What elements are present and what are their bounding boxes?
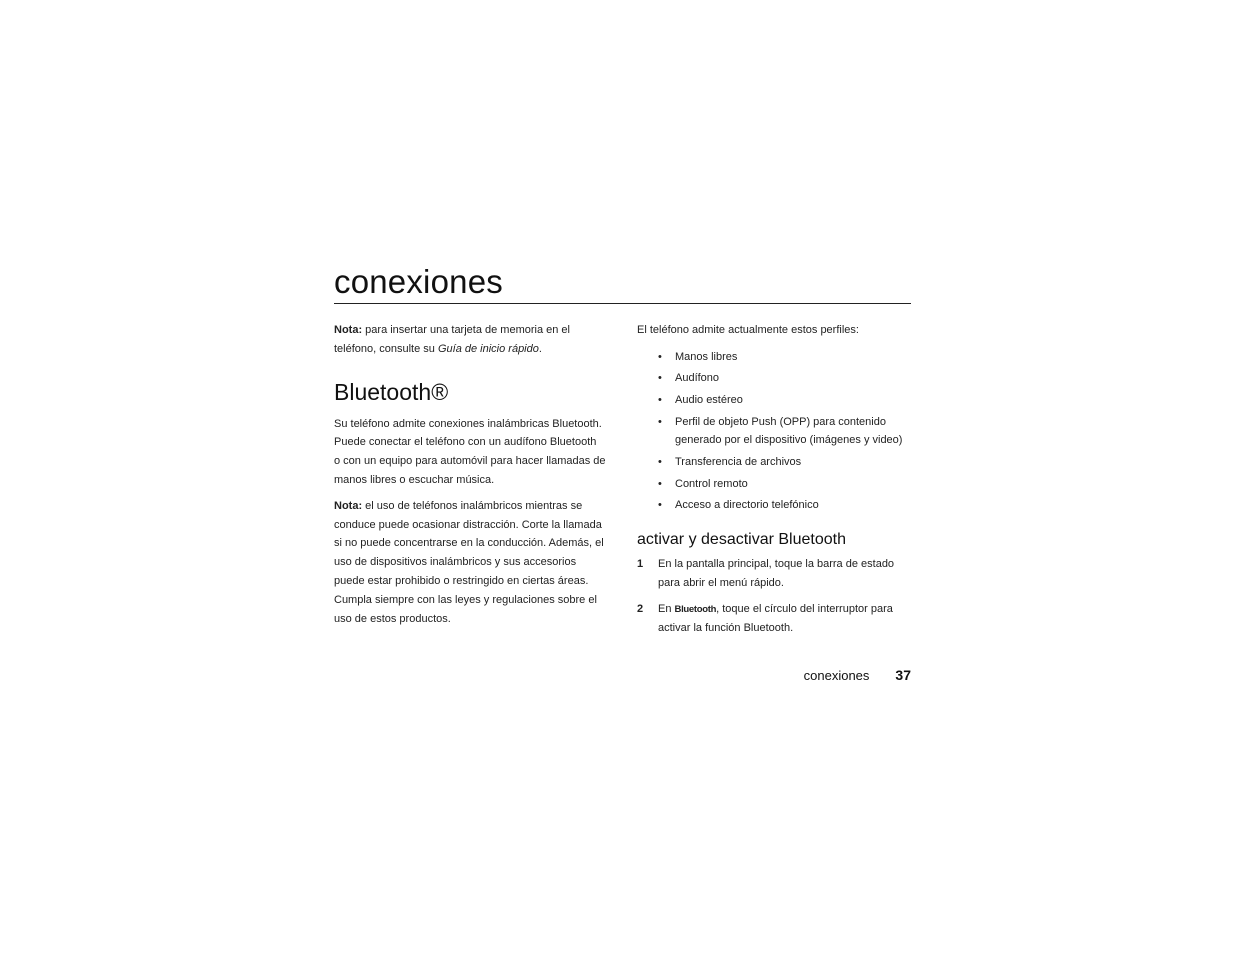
step-number: 1 <box>637 557 644 570</box>
note-line: Cumpla siempre con las leyes y regulaciones sobre el <box>334 593 597 606</box>
page-footer <box>804 665 911 686</box>
bullet-icon: • <box>658 350 662 363</box>
profile-text: Acceso a directorio telefónico <box>675 499 819 512</box>
bullet-icon: • <box>658 499 662 512</box>
step-text: En la pantalla principal, toque la barra de estado <box>658 557 895 570</box>
list-item <box>637 391 911 410</box>
note-text: para insertar una tarjeta de memoria en el <box>362 324 570 336</box>
intro-line: manos libres o escuchar música. <box>334 473 495 486</box>
intro-line: Puede conectar el teléfono con un audífono Bluetooth <box>334 436 597 449</box>
page-number: 37 <box>895 667 911 683</box>
profiles-intro: El teléfono admite actualmente estos perfiles: <box>637 324 859 336</box>
profile-text: Manos libres <box>675 350 738 363</box>
list-item <box>637 555 911 593</box>
bluetooth-intro <box>334 415 610 490</box>
list-item <box>637 369 911 388</box>
step-text: En <box>658 602 675 615</box>
list-item <box>637 453 911 472</box>
list-item <box>637 475 911 494</box>
step-text: , toque el círculo del interruptor para <box>716 602 893 615</box>
right-column <box>637 321 911 638</box>
profile-text: generado por el dispositivo (imágenes y video) <box>675 434 903 447</box>
driving-safety-note <box>334 497 610 629</box>
page-title: conexiones <box>334 263 503 300</box>
intro-line: o con un equipo para automóvil para hacer llamadas de <box>334 455 606 468</box>
note-label: Nota: <box>334 499 363 512</box>
note-label: Nota: <box>334 324 363 336</box>
bluetooth-heading: Bluetooth® <box>334 378 449 405</box>
guide-reference: Guía de inicio rápido <box>437 342 539 355</box>
toggle-bluetooth-heading: activar y desactivar Bluetooth <box>637 530 846 548</box>
bullet-icon: • <box>658 455 662 468</box>
list-item <box>637 496 911 515</box>
footer-section-name: conexiones <box>803 668 870 683</box>
step-number: 2 <box>637 602 644 615</box>
note-line: si no puede concentrarse en la conducción. Además, el <box>334 537 604 550</box>
note-line: puede estar prohibido o restringido en ciertas áreas. <box>334 574 589 587</box>
profile-text: Transferencia de archivos <box>675 455 802 468</box>
step-text: activar la función Bluetooth. <box>658 622 794 635</box>
profiles-list <box>637 348 911 515</box>
title-divider <box>334 303 911 304</box>
profile-text: Control remoto <box>675 477 748 490</box>
bullet-icon: • <box>658 372 662 385</box>
step-text: para abrir el menú rápido. <box>658 576 784 589</box>
profile-text: Audífono <box>675 372 720 385</box>
bullet-icon: • <box>658 393 662 406</box>
list-item <box>637 413 911 451</box>
note-line: conduce puede ocasionar distracción. Corte la llamada <box>334 518 602 531</box>
list-item <box>637 600 911 639</box>
note-line: uso de dispositivos inalámbricos y sus accesorios <box>334 556 577 569</box>
profile-text: Perfil de objeto Push (OPP) para contenido <box>675 415 886 428</box>
bullet-icon: • <box>658 415 662 428</box>
note-text: . <box>538 342 542 355</box>
steps-list <box>637 555 911 638</box>
memory-card-note <box>334 321 610 359</box>
intro-line: Su teléfono admite conexiones inalámbricas Bluetooth. <box>334 417 602 430</box>
list-item <box>637 348 911 367</box>
note-line: uso de estos productos. <box>334 612 451 625</box>
profile-text: Audio estéreo <box>675 393 743 406</box>
note-text: el uso de teléfonos inalámbricos mientras se <box>362 499 583 512</box>
left-column <box>334 321 610 628</box>
bullet-icon: • <box>658 477 662 490</box>
bluetooth-menu-name: Bluetooth <box>674 603 717 615</box>
note-text: teléfono, consulte su <box>334 342 438 355</box>
